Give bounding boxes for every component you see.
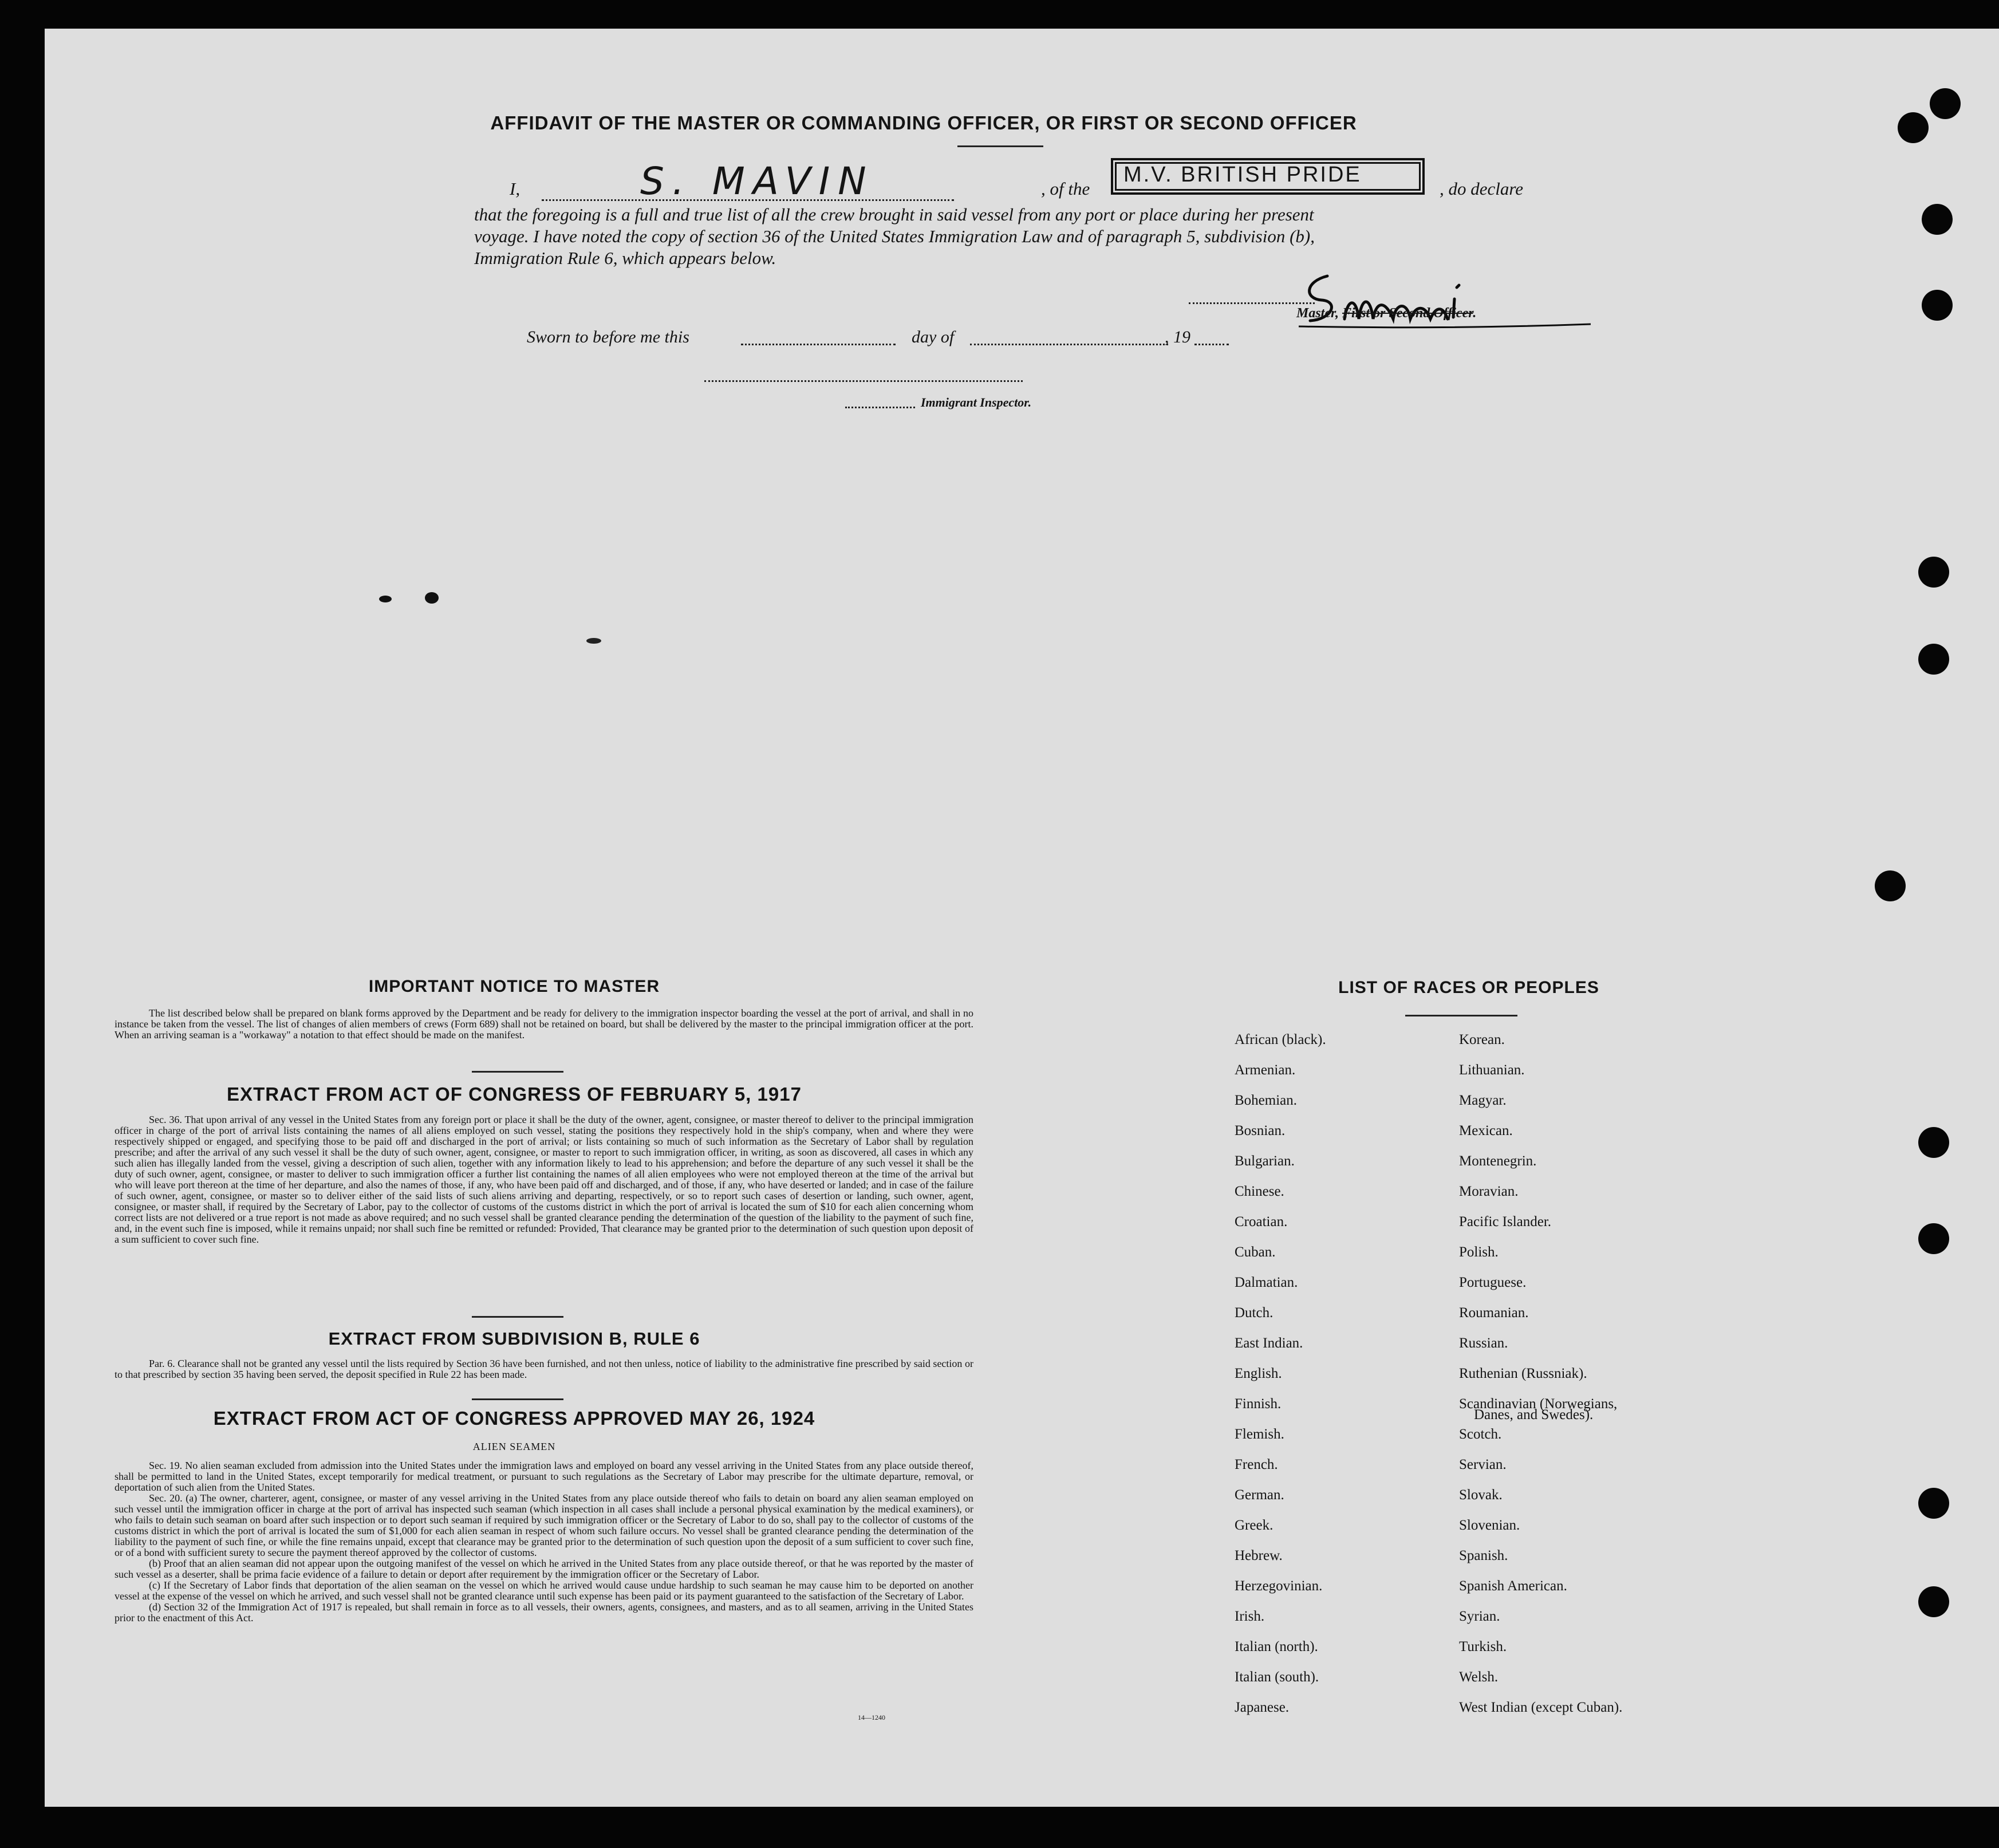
- race-item: East Indian.: [1235, 1335, 1303, 1351]
- year-prefix: , 19: [1165, 328, 1190, 346]
- race-item: African (black).: [1235, 1032, 1326, 1047]
- race-item: Portuguese.: [1459, 1275, 1527, 1290]
- document-sheet: [45, 29, 1999, 1807]
- inspector-signature-line: [704, 380, 1023, 382]
- extract-1924-p2: Sec. 20. (a) The owner, charterer, agent, consignee, or master of any vessel arriving in the United States from any place outside thereof who fails to detain on board any alien seaman employed on such vessel until the immigration officer in charge at the port of arrival has inspected such seaman (which inspection in all cases shall include a personal physical examination by the medical examiners), or who fails to detain such seaman on board after such inspection or to deport such seaman if required by such immigration officer or the Secretary of Labor to do so, shall pay to the collector of customs of the customs district in which the port of arrival is located the sum of $1,000 for each alien seaman in respect of whom such failure occurs. No vessel shall be granted clearance pending the determination of the liability to the payment of such fine, or while the fine remains unpaid, except that clearance may be granted prior to the determination of such question upon the deposit of a sum sufficient to cover such fine, or of a bond with sufficient surety to secure the payment thereof approved by the collector of customs.: [115, 1492, 973, 1558]
- race-item: Italian (south).: [1235, 1669, 1319, 1685]
- race-item: Welsh.: [1459, 1669, 1499, 1685]
- race-item: Spanish.: [1459, 1548, 1508, 1563]
- race-item: Ruthenian (Russniak).: [1459, 1366, 1587, 1381]
- rule6-title: EXTRACT FROM SUBDIVISION B, RULE 6: [328, 1329, 700, 1349]
- extract-1924-p5: (d) Section 32 of the Immigration Act of 1917 is repealed, but shall remain in force as to all vessels, their owners, agents, consignees, and masters, and as to all seamen, arriving in the United States prior to the enactment of this Act.: [115, 1601, 973, 1624]
- race-item: Cuban.: [1235, 1244, 1276, 1260]
- notice-rule: [472, 1071, 563, 1073]
- race-item: Scandinavian (Norwegians,: [1459, 1396, 1618, 1412]
- extract-1917-rule: [472, 1316, 563, 1318]
- race-item: Scotch.: [1459, 1427, 1502, 1442]
- race-item: Dalmatian.: [1235, 1275, 1298, 1290]
- race-item: Roumanian.: [1459, 1305, 1529, 1321]
- races-right-continuation: Danes, and Swedes).: [1474, 1407, 1594, 1423]
- ink-speck: [379, 596, 392, 602]
- race-item: Polish.: [1459, 1244, 1499, 1260]
- caption-master: Master,: [1296, 306, 1343, 321]
- affidavit-title: AFFIDAVIT OF THE MASTER OR COMMANDING OFFICER, OR FIRST OR SECOND OFFICER: [490, 112, 1357, 133]
- punch-hole: [1898, 112, 1929, 143]
- races-rule: [1405, 1015, 1517, 1016]
- affidavit-body-line3: Immigration Rule 6, which appears below.: [474, 248, 776, 268]
- punch-hole: [1918, 1488, 1949, 1519]
- extract-1924-p3: (b) Proof that an alien seaman did not appear upon the outgoing manifest of the vessel on which he arrived in the United States from any place outside thereof, or that he was reported by the master of such vessel as a deserter, shall be prima facie evidence of a failure to detain or deport after requirement by the immigration officer or the Secretary of Labor.: [115, 1558, 973, 1580]
- inspector-short-line: [845, 407, 915, 408]
- form-number: 14—1240: [858, 1713, 885, 1721]
- punch-hole: [1930, 88, 1961, 119]
- master-name: S. MAVIN: [640, 159, 874, 203]
- ink-speck: [425, 592, 439, 604]
- ink-speck: [586, 638, 601, 644]
- do-declare-label: , do declare: [1440, 179, 1524, 199]
- affidavit-prefix: I,: [510, 179, 521, 199]
- race-item: Flemish.: [1235, 1427, 1284, 1442]
- extract-1924-subtitle: ALIEN SEAMEN: [472, 1441, 556, 1452]
- extract-1924-body: [115, 1460, 973, 1624]
- signature: [1293, 265, 1602, 333]
- rule6-rule: [472, 1398, 563, 1400]
- extract-1924-p1: Sec. 19. No alien seaman excluded from admission into the United States under the immigration laws and employed on board any vessel arriving in the United States from any place outside thereof, shall be permitted to land in the United States, except temporarily for medical treatment, or pursuant to such regulations as the Secretary of Labor may prescribe for the ultimate departure, removal, or deportation of such alien from the United States.: [115, 1460, 973, 1493]
- sworn-year-line: [1194, 344, 1229, 345]
- race-item: Magyar.: [1459, 1093, 1507, 1108]
- extract-1924-p4: (c) If the Secretary of Labor finds that deportation of the alien seaman on the vessel on which he arrived would cause undue hardship to such seaman he may cause him to be deported on another vessel at the expense of the vessel on which he arrived, and such vessel shall not be granted clearance until such expense has been paid or its payment guaranteed to the satisfaction of the Secretary of Labor.: [115, 1579, 973, 1602]
- caption-end: .: [1473, 306, 1477, 321]
- notice-title: IMPORTANT NOTICE TO MASTER: [368, 977, 660, 996]
- race-item: Lithuanian.: [1459, 1062, 1525, 1078]
- affidavit-line1: [510, 179, 520, 199]
- race-item: Armenian.: [1235, 1062, 1296, 1078]
- rule6-text: Par. 6. Clearance shall not be granted any vessel until the lists required by Section 36 have been furnished, and not then unless, notice of liability to the administrative fine prescribed by said section or to that prescribed by section 35 having been served, the deposit specified in Rule 22 has been made.: [115, 1358, 973, 1380]
- affidavit-body-line1: that the foregoing is a full and true list of all the crew brought in said vessel from any port or place during her present: [474, 204, 1314, 224]
- caption-struck: First or Second Officer: [1342, 306, 1473, 321]
- race-item: Japanese.: [1235, 1700, 1290, 1715]
- extract-1924-title: EXTRACT FROM ACT OF CONGRESS APPROVED MAY 26, 1924: [213, 1408, 815, 1429]
- punch-hole: [1875, 870, 1906, 901]
- race-item: Korean.: [1459, 1032, 1505, 1047]
- race-item: Slovak.: [1459, 1487, 1503, 1503]
- race-item: Mexican.: [1459, 1123, 1513, 1138]
- of-the-label: , of the: [1041, 179, 1090, 199]
- race-item: Dutch.: [1235, 1305, 1273, 1321]
- races-title: LIST OF RACES OR PEOPLES: [1338, 978, 1599, 997]
- race-item: Italian (north).: [1235, 1639, 1318, 1654]
- inspector-label: Immigrant Inspector.: [921, 395, 1032, 409]
- punch-hole: [1918, 557, 1949, 588]
- race-item: West Indian (except Cuban).: [1459, 1700, 1623, 1715]
- vessel-name: M.V. BRITISH PRIDE: [1123, 163, 1362, 187]
- race-item: Bulgarian.: [1235, 1153, 1295, 1169]
- race-item: Bosnian.: [1235, 1123, 1286, 1138]
- notice-text: The list described below shall be prepared on blank forms approved by the Department and be ready for delivery to the immigration inspector boarding the vessel at the port of arrival, and shall in no instance be taken from the vessel. The list of changes of alien members of crews (Form 689) shall not be retained on board, but shall be delivered by the master to the principal immigration officer at the port. When an arriving seaman is a "workaway" a notation to that effect should be made on the manifest.: [115, 1007, 973, 1041]
- extract-1917-text: Sec. 36. That upon arrival of any vessel in the United States from any foreign port or place it shall be the duty of the owner, agent, consignee, or master thereof to deliver to the principal immigration officer in charge of the port of arrival lists containing the names of all aliens employed on such vessel, stating the positions they respectively hold in the ship's company, when and where they were respectively shipped or engaged, and specifying those to be paid off and discharged in the port of arrival; or lists containing so much of such information as the Secretary of Labor shall by regulation prescribe; and after the arrival of any such vessel it shall be the duty of such owner, agent, consignee, or master to report to such immigration officer, in writing, as soon as discovered, all cases in which any such alien has illegally landed from the vessel, giving a description of such alien, together with any information likely to lead to his apprehension; and before the departure of any such vessel it shall be the duty of such owner, agent, consignee, or master to deliver to such immigration officer a further list containing the names of all alien employees who were not employed thereon at the time of the arrival but who will leave port thereon at the time of her departure, and also the names of those, if any, who have been paid off and discharged, and of those, if any, who have deserted or landed; and in case of the failure of such owner, agent, consignee, or master so to deliver either of the said lists of such aliens arriving and departing, respectively, or so to report such cases of desertion or landing, such owner, agent, consignee, or master shall, if required by the Secretary of Labor, pay to the collector of customs of the customs district in which the port of arrival is located the sum of $10 for each alien concerning whom correct lists are not delivered or a true report is not made as above required; and no such vessel shall be granted clearance pending the determination of the question of the liability to the payment of such fine, and, in the event such fine is imposed, while it remains unpaid; nor shall such fine be remitted or refunded: Provided, That clearance may be granted prior to the determination of such question upon deposit of a sum sufficient to cover such fine.: [115, 1114, 973, 1245]
- race-item: Montenegrin.: [1459, 1153, 1537, 1169]
- signature-line: [1189, 302, 1315, 304]
- race-item: Bohemian.: [1235, 1093, 1298, 1108]
- signature-scrawl: [1293, 265, 1602, 333]
- race-item: French.: [1235, 1457, 1278, 1472]
- race-item: Pacific Islander.: [1459, 1214, 1552, 1230]
- signature-caption: [1296, 306, 1476, 321]
- race-item: English.: [1235, 1366, 1282, 1381]
- race-item: German.: [1235, 1487, 1284, 1503]
- race-item: Turkish.: [1459, 1639, 1507, 1654]
- race-item: Finnish.: [1235, 1396, 1282, 1412]
- punch-hole: [1918, 1127, 1949, 1158]
- day-of-label: day of: [912, 328, 955, 346]
- affidavit-body: [474, 204, 1619, 269]
- race-item: Slovenian.: [1459, 1518, 1520, 1533]
- sworn-text: Sworn to before me this: [527, 328, 689, 346]
- race-item: Russian.: [1459, 1335, 1508, 1351]
- sworn-month-line: [970, 344, 1168, 345]
- race-item: Chinese.: [1235, 1184, 1284, 1199]
- extract-1917-title: EXTRACT FROM ACT OF CONGRESS OF FEBRUARY 5, 1917: [227, 1083, 802, 1105]
- race-item: Herzegovinian.: [1235, 1578, 1323, 1594]
- title-rule: [957, 145, 1043, 147]
- affidavit-body-line2: voyage. I have noted the copy of section 36 of the United States Immigration Law and of paragraph 5, subdivision (b),: [474, 226, 1315, 246]
- punch-hole: [1918, 1586, 1949, 1617]
- race-item: Syrian.: [1459, 1609, 1500, 1624]
- punch-hole: [1918, 1223, 1949, 1254]
- race-item: Hebrew.: [1235, 1548, 1283, 1563]
- punch-hole: [1922, 290, 1953, 321]
- sworn-day-line: [741, 344, 896, 345]
- race-item: Croatian.: [1235, 1214, 1288, 1230]
- race-item: Servian.: [1459, 1457, 1507, 1472]
- race-item: Irish.: [1235, 1609, 1265, 1624]
- race-item: Moravian.: [1459, 1184, 1519, 1199]
- punch-hole: [1922, 204, 1953, 235]
- punch-hole: [1918, 644, 1949, 675]
- race-item: Spanish American.: [1459, 1578, 1567, 1594]
- race-item: Greek.: [1235, 1518, 1273, 1533]
